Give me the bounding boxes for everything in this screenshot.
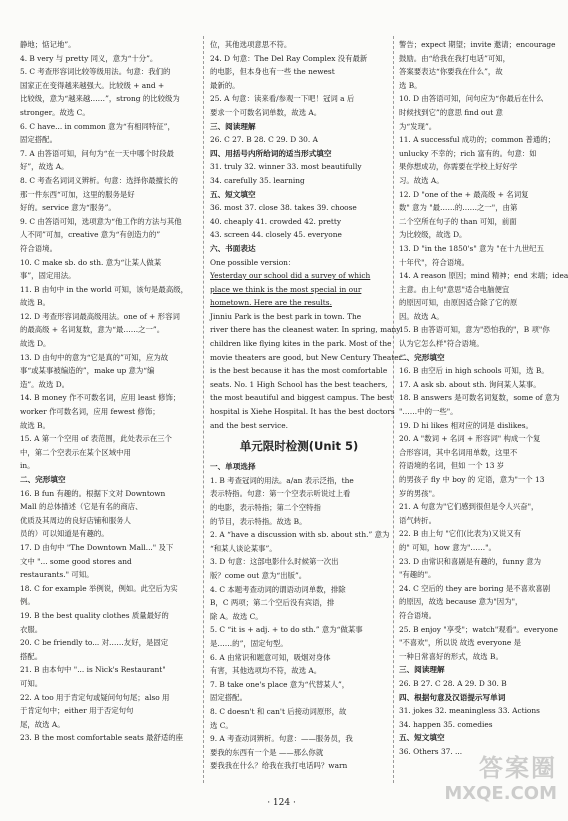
answer-line: 17. A ask sb. about sth. 询问某人某事。 xyxy=(399,379,541,389)
answer-line: 事”，固定用法。 xyxy=(20,271,76,281)
answer-line: 18. B answers 是可数名词复数，some of 意为 xyxy=(399,393,560,403)
answer-line: 20. A "数词 + 名词 + 形容词" 构成一个复 xyxy=(399,434,541,444)
answer-line: 时候找到它”的意思 find out 意 xyxy=(399,107,503,117)
answer-line: One possible version： xyxy=(210,257,296,267)
answer-line: 40. cheaply 41. crowded 42. pretty xyxy=(210,216,341,226)
answer-line: 符语境的名词，但如 一个 13 岁 xyxy=(399,461,505,471)
answer-line: 事“或某事被编造的”，make up 意为“编 xyxy=(20,366,155,376)
answer-line: 果你想成功，你需要在学校上好好学 xyxy=(399,162,518,172)
section-heading: 三、阅读理解 xyxy=(399,665,445,675)
answer-line: 7. B take one's place 意为“代替某人”， xyxy=(210,679,350,689)
answer-line: 14. A reason 原因；mind 精神；end 末端；idea xyxy=(399,271,568,281)
answer-line: 有害，其他选项均不符，故选 A。 xyxy=(210,666,322,676)
answer-line: 选 C。 xyxy=(210,720,233,730)
answer-line: 5. C 考查形容词比较等级用法。句意：我们的 xyxy=(20,67,171,77)
answer-line: stronger。故选 C。 xyxy=(20,107,90,117)
answer-line: 故选 D。 xyxy=(20,339,51,349)
answer-line: hospital is Xiehe Hospital. It has the best doctors xyxy=(210,407,395,417)
answer-line: 的节目，表示特指。故选 B。 xyxy=(210,516,307,526)
answer-line: 因。故选 A。 xyxy=(399,311,444,321)
answer-line: 13. D "in the 1850's" 意为 "在十九世纪五 xyxy=(399,243,544,253)
answer-line: 故选 B。 xyxy=(20,420,50,430)
section-heading: 二、完形填空 xyxy=(20,475,66,484)
answer-line: 10. C make sb. do sth. 意为“让某人做某 xyxy=(20,257,162,267)
answer-line: 岁的男孩"。 xyxy=(399,488,440,498)
answer-line: 16. B fun 有趣的。根据下文对 Downtown xyxy=(20,488,166,498)
answer-line: hometown. Here are the results. xyxy=(210,298,332,308)
answer-line: 合形容词，其中名词用单数，这里不 xyxy=(399,447,518,457)
answer-line: 鼓励。由“给我在我打电话”可知， xyxy=(399,53,511,63)
answer-line: 文中 "... some good stores and xyxy=(20,556,132,566)
answer-line: "不喜欢"，所以说 故选 everyone 是 xyxy=(399,638,521,648)
answer-line: 19. D hi likes 相对应的词是 dislikes。 xyxy=(399,420,533,430)
answer-line: 优质及其周边的良好店铺和服务人 xyxy=(20,515,131,525)
answer-line: 8. C 考查名词词义辨析。句意：选择你最擅长的 xyxy=(20,175,178,185)
answer-column-right xyxy=(399,38,568,758)
answer-line: 要求一个可数名词单数，故选 A。 xyxy=(210,107,322,117)
answer-line: 固定搭配。 xyxy=(20,135,57,145)
section-heading: 四、用括号内所给词的适当形式填空 xyxy=(210,148,332,158)
answer-line: 的男孩子 fly 中 boy 的 定语，意为"一个 13 xyxy=(399,475,545,484)
answer-line: 位，其他选项意思不符。 xyxy=(210,40,292,49)
answer-line: 20. C be friendly to... 对……友好，是固定 xyxy=(20,638,169,648)
section-heading: 四、根据句意及汉语提示写单词 xyxy=(399,692,506,702)
answer-line: 十年代"，符合语境。 xyxy=(399,257,469,267)
answer-line: 为比较级，故选 D。 xyxy=(399,230,467,240)
section-heading: 三、阅读理解 xyxy=(210,121,256,131)
answer-line: children like flying kites in the park. Most of the xyxy=(210,339,392,349)
answer-line: “和某人谈论某事”。 xyxy=(210,543,277,553)
answer-line: 4. B very 与 pretty 同义，意为“十分”。 xyxy=(20,53,158,63)
answer-line: 符合语境。 xyxy=(399,610,436,620)
answer-line: 的" 可知，how 意为"……"。 xyxy=(399,542,496,552)
answer-line: 要我我在什么？给我在我打电话吗？warn xyxy=(210,761,348,771)
answer-line: Jinniu Park is the best park in town. The xyxy=(210,311,362,321)
answer-line: 语气转折。 xyxy=(399,515,436,525)
answer-line: 10. D 由答语可知，问句应为“你最后在什么 xyxy=(399,94,544,104)
answer-line: 是……的”，固定句型。 xyxy=(210,638,288,648)
answer-line: 19. B the best quality clothes 质量最好的 xyxy=(20,610,169,620)
answer-line: 例。 xyxy=(20,597,35,607)
answer-line: Yesterday our school did a survey of which xyxy=(210,271,371,281)
section-heading: 一、单项选择 xyxy=(210,462,256,472)
answer-line: 比较级，意为“越来越……”，strong 的比较级为 xyxy=(20,94,180,104)
answer-line: 答案要表达“你要我在什么”，故 xyxy=(399,67,503,77)
answer-line: 24. C 空后的 they are boring 是不喜欢喜剧 xyxy=(399,583,551,593)
answer-line: 1. B 考查冠词的用法。a/an 表示泛指，the xyxy=(210,475,354,485)
answer-line: 3. D 句意：这部电影什么时候第一次出 xyxy=(210,557,339,567)
answer-line: 那一件东西“可加，这里的服务是好 xyxy=(20,189,135,199)
answer-line: 最新的。 xyxy=(210,80,240,90)
answer-line: 符合语境。 xyxy=(20,243,57,253)
answer-line: 警告；expect 期望；invite 邀请；encourage xyxy=(399,40,556,49)
answer-line: seats. No. 1 High School has the best teachers, xyxy=(210,379,388,389)
answer-line: 7. A 由答语可知，问句为“在一天中哪个时段最 xyxy=(20,148,174,158)
answer-line: 4. C 本题考查动词的谓语动词单数，排除 xyxy=(210,584,346,594)
answer-column-left xyxy=(20,38,198,745)
answer-line: 9. C 由答语可知，选项意为“他工作的方法与其他 xyxy=(20,216,182,226)
answer-line: 的电影，表示特指；第二个空特指 xyxy=(210,503,321,512)
answer-line: "……中的一些"。 xyxy=(399,407,458,417)
answer-line: 尾，故选 A。 xyxy=(20,719,65,729)
answer-line: 静地；惦记地”。 xyxy=(20,40,76,49)
answer-line: 24. D 句意：The Del Ray Complex 没有最新 xyxy=(210,53,368,63)
answer-line: 9. A 考查动词辨析。句意：——服务员，我 xyxy=(210,734,353,744)
answer-line: 中，第二个空表示在某个区域中用 xyxy=(20,447,131,457)
answer-line: 数" 意为 "最……的……之一"，由第 xyxy=(399,203,518,213)
answer-line: 的电影，但本身也有一些 the newest xyxy=(210,67,335,77)
answer-line: 31. truly 32. winner 33. most beautifully xyxy=(210,162,362,172)
answer-line: 23. B the most comfortable seats 最舒适的座 xyxy=(20,733,184,743)
answer-line: 26. B 27. C 28. A 29. D 30. B xyxy=(399,678,507,688)
answer-line: 习。故选 A。 xyxy=(399,175,444,185)
answer-line: in。 xyxy=(20,461,35,471)
answer-line: 好的。service 意为“服务”。 xyxy=(20,203,116,213)
answer-line: "有趣的"。 xyxy=(399,570,436,580)
answer-line: 36. most 37. close 38. takes 39. choose xyxy=(210,203,357,213)
answer-line: B，C 两项；第二个空后没有宾语，排 xyxy=(210,598,335,608)
answer-line: 认为它怎么样"符合语境。 xyxy=(399,339,484,349)
answer-line: 为“发现”。 xyxy=(399,121,437,131)
answer-line: 5. C “it is + adj. + to do sth.” 意为“做某事 xyxy=(210,625,363,635)
answer-line: 13. D 由句中的意为“它是真的”可知，应为故 xyxy=(20,352,169,362)
answer-line: 主意。由上句"意思"适合电脑便宜 xyxy=(399,284,510,294)
answer-line: is the best because it has the most comfortable xyxy=(210,366,388,376)
answer-line: 固定搭配。 xyxy=(210,693,247,703)
answer-line: 的最高级 + 名词复数，意为“最……之一”。 xyxy=(20,325,165,335)
answer-line: 25. B enjoy "享受"；watch"观看"。everyone xyxy=(399,624,559,634)
answer-line: 23. D 由常识和喜剧是有趣的，funny 意为 xyxy=(399,556,541,566)
answer-line: 好”，故选 A。 xyxy=(20,162,69,172)
section-heading: 五、短文填空 xyxy=(399,733,445,743)
answer-line: 43. screen 44. closely 45. everyone xyxy=(210,230,342,240)
answer-line: 16. B 由空后 in high schools 可知，选 B。 xyxy=(399,366,549,376)
section-heading: 六、书面表达 xyxy=(210,243,256,253)
answer-line: 二个空所在句子的 than 可知，前面 xyxy=(399,216,517,226)
answer-line: 12. D 考查形容词最高级用法。one of + 形容词 xyxy=(20,311,180,321)
answer-line: 可知。 xyxy=(20,678,43,688)
answer-line: the most beautiful and biggest campus. The best xyxy=(210,393,393,403)
answer-line: 版？come out 意为“出版”。 xyxy=(210,570,307,580)
answer-line: Mall 的总体描述（它是有名的商店、 xyxy=(20,502,143,512)
answer-line: 故选 B。 xyxy=(20,298,50,308)
answer-line: 14. B money 作不可数名词，应用 least 修饰； xyxy=(20,393,181,403)
answer-line: 衣服。 xyxy=(20,624,43,634)
page-number: · 124 · xyxy=(267,798,296,809)
answer-line: restaurants." 可知。 xyxy=(20,570,94,580)
answer-line: 12. D "one of the + 最高级 + 名词复 xyxy=(399,189,529,199)
section-title: 单元限时检测(Unit 5) xyxy=(239,439,359,454)
column-divider-left xyxy=(203,36,204,783)
answer-line: 25. A 句意：读来看/参观一下吧！冠词 a 后 xyxy=(210,94,355,104)
answer-line: 表示特指。句意：第一个空表示听说过上看 xyxy=(210,489,351,499)
watermark-logo xyxy=(407,753,557,813)
answer-line: 11. B 由句中 in the world 可知，该句是最高级， xyxy=(20,284,188,294)
answer-line: 国家正在变得越来越强大。比较级 + and + xyxy=(20,80,165,90)
answer-line: 21. B 由本句中 "... is Nick's Restaurant" xyxy=(20,665,166,675)
answer-line: 18. C for example 举例说，例如。此空后为实 xyxy=(20,583,178,593)
answer-column-middle xyxy=(210,38,403,773)
answer-line: river there has the cleanest water. In spring, many xyxy=(210,325,401,335)
answer-line: 2. A “have a discussion with sb. about sth.” 意为 xyxy=(210,530,390,540)
answer-line: worker 作可数名词，应用 fewest 修饰； xyxy=(20,407,160,417)
watermark-line2: MXQE.COM xyxy=(444,783,557,804)
answer-line: 人不同”可加，creative 意为“有创造力的” xyxy=(20,230,161,240)
answer-line: 员的）可以知道是有趣的。 xyxy=(20,529,109,539)
watermark-line1: 答案圈 xyxy=(479,754,557,782)
answer-line: 31. jokes 32. meaningless 33. Actions xyxy=(399,706,540,716)
answer-line: 34. happen 35. comedies xyxy=(399,719,493,729)
answer-line: 搭配。 xyxy=(20,651,43,661)
answer-line: 15. A 第一个空用 of 表范围，此处表示在三个 xyxy=(20,434,172,444)
answer-line: 22. A too 用于肯定句或疑问句句尾；also 用 xyxy=(20,692,170,702)
section-heading: 二、完形填空 xyxy=(399,352,445,362)
answer-line: 11. A successful 成功的；common 普通的； xyxy=(399,135,556,145)
answer-line: 除 A。故选 C。 xyxy=(210,611,263,621)
answer-line: 22. B 由上句 "它们(比表为)又说又有 xyxy=(399,529,522,539)
answer-line: and the best service. xyxy=(210,420,289,430)
answer-line: 要我的东西有一个是 ——那么你就 xyxy=(210,747,324,757)
answer-line: 15. B 由答语可知，意为"恐怕我的"，B 项"你 xyxy=(399,325,550,335)
answer-line: 6. A 由常识和题意可知，吸烟对身体 xyxy=(210,652,331,662)
answer-line: movie theaters are good, but New Century Theater xyxy=(210,352,403,362)
answer-line: 21. A 句意为"它们感到很但是令人兴奋"， xyxy=(399,502,539,512)
answer-line: 于肯定句中；either 用于否定句句 xyxy=(20,706,134,716)
answer-line: 17. D 由句中 "The Downtown Mall..." 及下 xyxy=(20,542,174,552)
answer-line: 造”。故选 D。 xyxy=(20,379,70,389)
answer-line: 6. C have... in common 意为“有相同特征”， xyxy=(20,121,175,131)
answer-line: 的原因可知，由原因适合除了它的原 xyxy=(399,298,518,308)
answer-line: 36. Others 37. ... xyxy=(399,746,463,756)
answer-line: 的原因，故选 because 意为"因为"， xyxy=(399,597,523,607)
answer-line: place we think is the most special in our xyxy=(210,284,362,294)
section-heading: 五、短文填空 xyxy=(210,189,256,199)
answer-line: unlucky 不幸的；rich 富有的。句意：如 xyxy=(399,148,537,158)
answer-line: 8. C doesn't 和 can't 后接动词原形，故 xyxy=(210,706,347,716)
answer-line: 26. C 27. B 28. C 29. D 30. A xyxy=(210,135,318,145)
answer-line: 选 B。 xyxy=(399,80,422,90)
answer-line: 一种日常喜好的形式，故选 B。 xyxy=(399,651,503,661)
answer-line: 34. carefully 35. learning xyxy=(210,175,305,185)
